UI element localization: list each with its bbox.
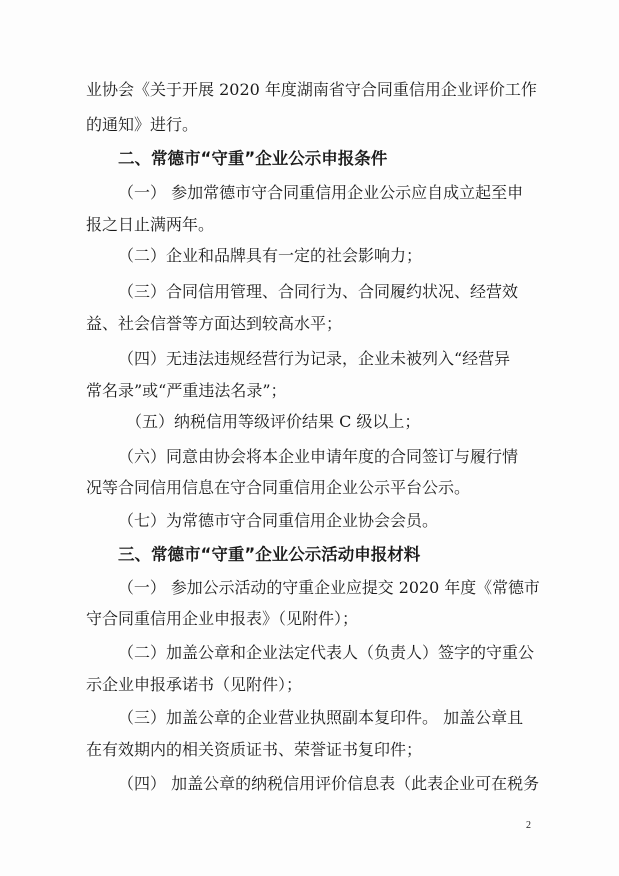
- body-line-20: （三）加盖公章的企业营业执照副本复印件。 加盖公章且: [118, 708, 524, 727]
- section-heading-3: 三、常德市“守重”企业公示活动申报材料: [118, 545, 421, 564]
- body-line-5: 报之日止满两年。: [86, 215, 215, 234]
- body-line-2: 的通知》进行。: [86, 115, 199, 134]
- section-heading-2: 二、常德市“守重”企业公示申报条件: [118, 149, 388, 168]
- body-line-1: 业协会《关于开展 2020 年度湖南省守合同重信用企业评价工作: [86, 80, 537, 99]
- body-line-16: （一） 参加公示活动的守重企业应提交 2020 年度《常德市: [118, 578, 540, 597]
- body-line-4: （一） 参加常德市守合同重信用企业公示应自成立起至申: [118, 183, 524, 202]
- body-line-19: 示企业申报承诺书（见附件）；: [86, 675, 303, 694]
- body-line-9: （四）无违法违规经营行为记录，企业未被列入“经营异: [118, 349, 511, 368]
- body-line-22: （四） 加盖公章的纳税信用评价信息表（此表企业可在税务: [118, 774, 540, 793]
- body-line-18: （二）加盖公章和企业法定代表人（负责人）签字的守重公: [118, 643, 535, 662]
- body-line-12: （六）同意由协会将本企业申请年度的合同签订与履行情: [118, 447, 519, 466]
- body-line-10: 常名录”或“严重违法名录”；: [86, 381, 287, 400]
- body-line-17: 守合同重信用企业申报表》（见附件）；: [86, 609, 359, 628]
- body-line-6: （二）企业和品牌具有一定的社会影响力；: [118, 246, 423, 265]
- body-line-14: （七）为常德市守合同重信用企业协会会员。: [118, 511, 439, 530]
- page-number: 2: [526, 820, 531, 831]
- body-line-7: （三）合同信用管理、合同行为、合同履约状况、经营效: [118, 282, 519, 301]
- body-line-8: 益、社会信誉等方面达到较高水平；: [86, 314, 343, 333]
- body-line-11: （五）纳税信用等级评价结果 C 级以上；: [126, 412, 421, 431]
- body-line-21: 在有效期内的相关资质证书、荣誉证书复印件；: [86, 740, 423, 759]
- body-line-13: 况等合同信用信息在守合同重信用企业公示平台公示。: [86, 478, 471, 497]
